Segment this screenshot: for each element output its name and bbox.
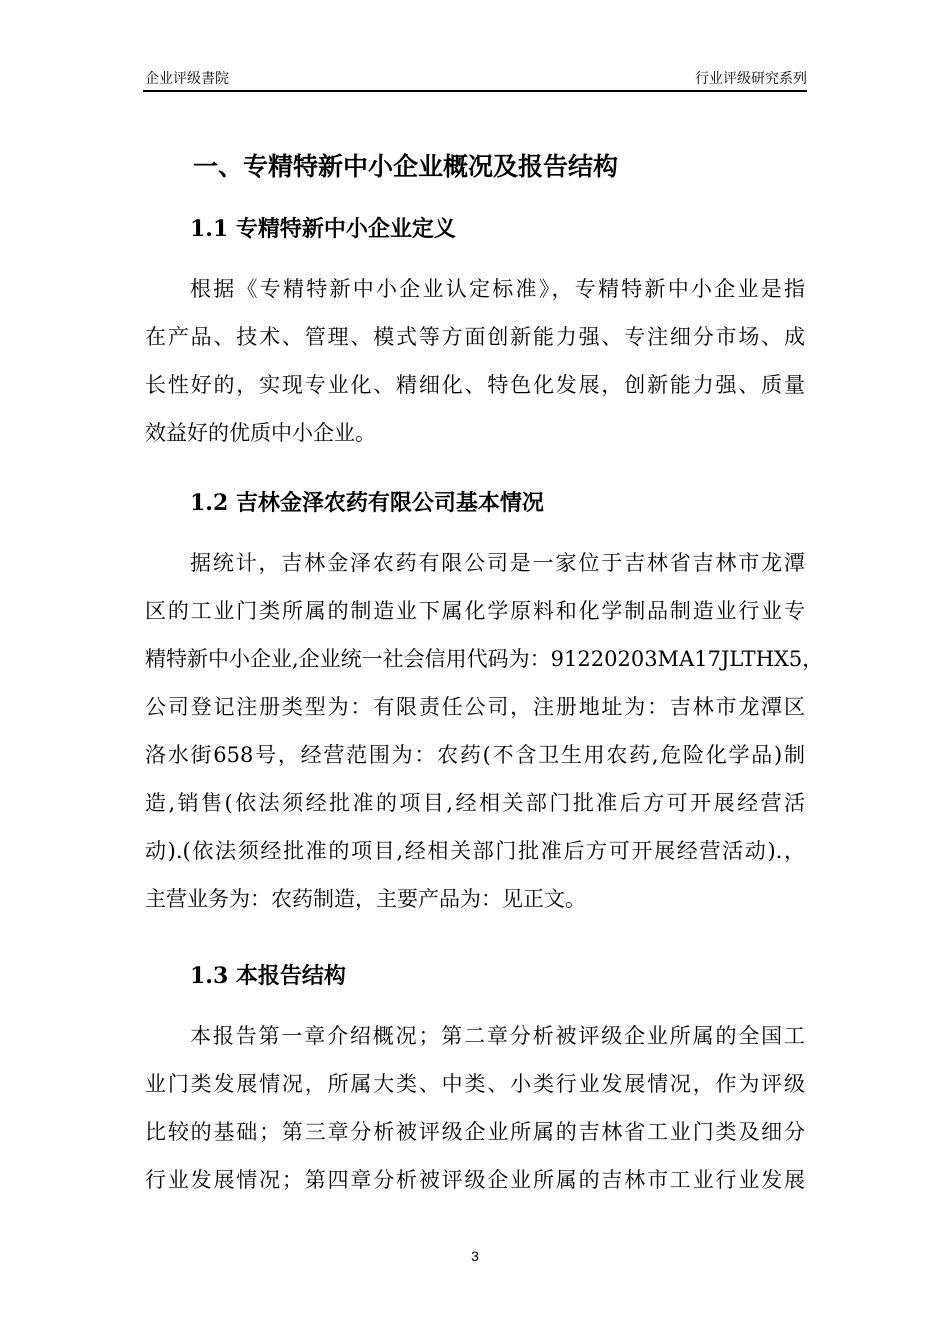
header-left: 企业评级書院 xyxy=(145,70,229,86)
paragraph-line: 长性好的，实现专业化、精细化、特色化发展，创新能力强、质量 xyxy=(145,373,805,397)
paragraph-line: 主营业务为：农药制造，主要产品为：见正文。 xyxy=(145,887,586,911)
paragraph-line: 业门类发展情况，所属大类、中类、小类行业发展情况，作为评级 xyxy=(145,1072,805,1096)
section-title: 一、专精特新中小企业概况及报告结构 xyxy=(193,152,619,181)
page-number: 3 xyxy=(471,1248,479,1264)
paragraph-line: 在产品、技术、管理、模式等方面创新能力强、专注细分市场、成 xyxy=(145,325,805,349)
header-divider xyxy=(143,90,807,92)
paragraph-line: 动).(依法须经批准的项目,经相关部门批准后方可开展经营活动).， xyxy=(145,839,805,863)
paragraph-line: 精特新中小企业,企业统一社会信用代码为：91220203MA17JLTHX5， xyxy=(145,647,824,671)
header-right: 行业评级研究系列 xyxy=(695,70,807,86)
paragraph-line: 公司登记注册类型为：有限责任公司，注册地址为：吉林市龙潭区 xyxy=(145,695,805,719)
paragraph-line: 根据《专精特新中小企业认定标准》，专精特新中小企业是指 xyxy=(190,277,805,301)
heading-1-3: 1.3 本报告结构 xyxy=(190,963,346,989)
paragraph-line: 比较的基础；第三章分析被评级企业所属的吉林省工业门类及细分 xyxy=(145,1120,805,1144)
paragraph-line: 行业发展情况；第四章分析被评级企业所属的吉林市工业行业发展 xyxy=(145,1168,805,1192)
heading-1-1: 1.1 专精特新中小企业定义 xyxy=(190,216,456,242)
heading-1-2: 1.2 吉林金泽农药有限公司基本情况 xyxy=(190,490,544,516)
paragraph-line: 洛水街658号，经营范围为：农药(不含卫生用农药,危险化学品)制 xyxy=(145,743,805,767)
paragraph-line: 本报告第一章介绍概况；第二章分析被评级企业所属的全国工 xyxy=(190,1024,805,1048)
paragraph-line: 效益好的优质中小企业。 xyxy=(145,421,376,445)
paragraph-line: 造,销售(依法须经批准的项目,经相关部门批准后方可开展经营活 xyxy=(145,791,805,815)
paragraph-line: 区的工业门类所属的制造业下属化学原料和化学制品制造业行业专 xyxy=(145,599,805,623)
paragraph-line: 据统计，吉林金泽农药有限公司是一家位于吉林省吉林市龙潭 xyxy=(190,551,805,575)
